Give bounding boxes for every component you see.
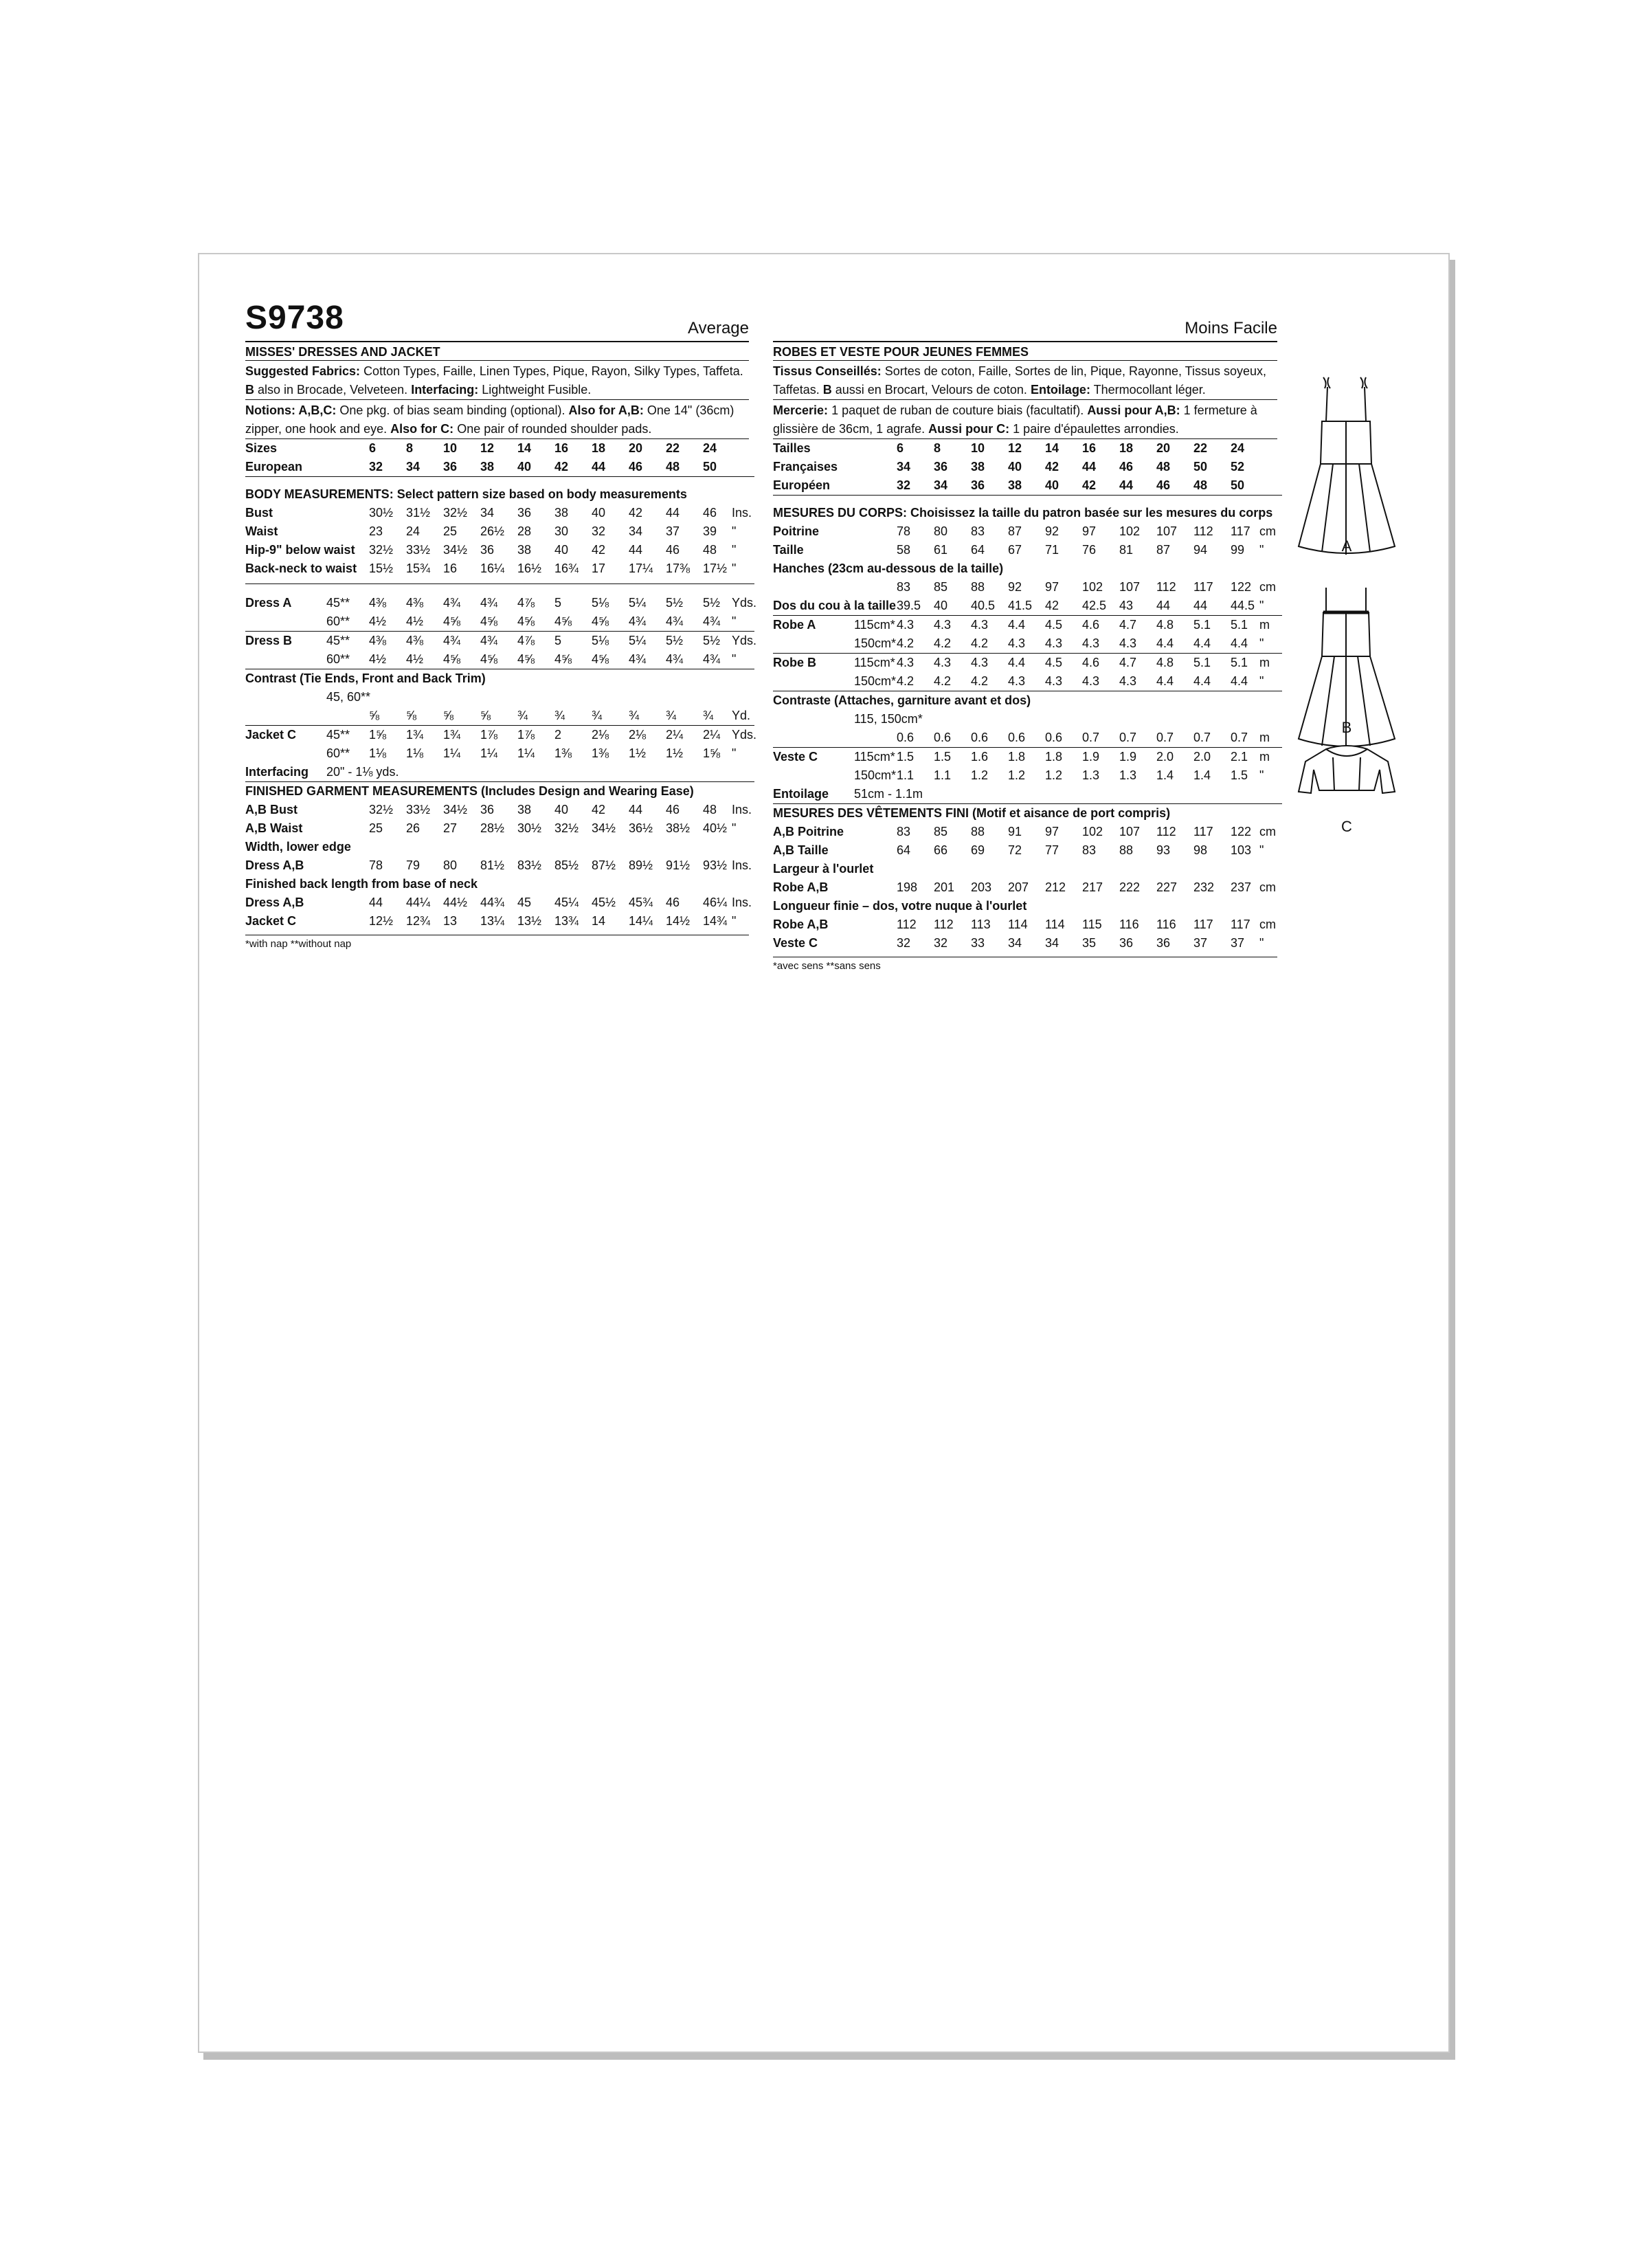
hip-title: Hanches (23cm au-dessous de la taille) xyxy=(773,562,1004,575)
finished-title: MESURES DES VÊTEMENTS FINI (Motif et aisance de port compris) xyxy=(773,806,1171,820)
fr-footnote: *avec sens **sans sens xyxy=(773,960,881,972)
back-neck-row: Dos du cou à la taille 39.5 40 40.5 41.5 42 42.5 43 44 44 44.5 " xyxy=(773,597,1282,616)
difficulty-fr: Moins Facile xyxy=(1185,319,1277,337)
yardage-row: Robe B 115cm* 4.3 4.3 4.3 4.4 4.5 4.6 4.7 4.8 5.1 5.1 m xyxy=(773,656,1270,669)
body-measurement-row: Waist 23 24 25 26½ 28 30 32 34 37 39 " xyxy=(245,524,737,538)
finished-row: A,B Waist 25 26 27 28½ 30½ 32½ 34½ 36½ 38½ 40½ " xyxy=(245,821,737,835)
body-measurement-row: Poitrine 78 80 83 87 92 97 102 107 112 117 cm xyxy=(773,524,1276,538)
interfacing-row: Entoilage 51cm - 1.1m xyxy=(773,785,1282,804)
yardage-row: 150cm* 4.2 4.2 4.2 4.3 4.3 4.3 4.3 4.4 4.4 4.4 " xyxy=(773,672,1282,691)
yardage-row: Dress B 45** 4⅜ 4⅜ 4¾ 4¾ 4⅞ 5 5⅛ 5¼ 5½ 5½ Yds. xyxy=(245,634,757,647)
jacket-yardage-row: 150cm* 1.1 1.1 1.2 1.2 1.2 1.3 1.3 1.4 1.4 1.5 " xyxy=(854,768,1264,782)
body-measurement-row: Back-neck to waist 15½ 15¾ 16 16¼ 16½ 16¾ 17 17¼ 17⅜ 17½ " xyxy=(245,562,737,575)
body-measurements-title: BODY MEASUREMENTS: Select pattern size based on body measurements xyxy=(245,487,687,501)
fr-table xyxy=(773,439,1282,953)
yardage-row: 150cm* 4.2 4.2 4.2 4.3 4.3 4.3 4.3 4.4 4.4 4.4 " xyxy=(773,634,1282,654)
length-row: Dress A,B 44 44¼ 44½ 44¾ 45 45¼ 45½ 45¾ 46 46¼ Ins. xyxy=(245,896,752,909)
contrast-row: 0.6 0.6 0.6 0.6 0.6 0.7 0.7 0.7 0.7 0.7 m xyxy=(773,729,1282,748)
english-body xyxy=(245,341,757,950)
view-label-c: C xyxy=(1341,818,1352,835)
en-table xyxy=(245,439,757,931)
fr-fabrics: Tissus Conseillés: Sortes de coton, Faille, Sortes de lin, Pique, Rayonne, Tissus soyeux, Taffetas. B aussi en Brocart, Velours de coton. Entoilage: Thermocollant léger. xyxy=(773,364,1267,397)
finished-row: A,B Poitrine 83 85 88 91 97 102 107 112 117 122 cm xyxy=(773,825,1276,838)
interfacing-row: Interfacing 20" - 1⅛ yds. xyxy=(245,763,754,782)
en-fabrics: Suggested Fabrics: Cotton Types, Faille, Linen Types, Pique, Rayon, Silky Types, Taffeta. B also in Brocade, Velveteen. Interfacing: Lightweight Fusible. xyxy=(245,364,743,397)
finished-row: A,B Bust 32½ 33½ 34½ 36 38 40 42 44 46 48 Ins. xyxy=(245,803,752,816)
finished-row: A,B Taille 64 66 69 72 77 83 88 93 98 103 " xyxy=(773,843,1264,857)
jacket-yardage-row: Jacket C 45** 1⅝ 1¾ 1¾ 1⅞ 1⅞ 2 2⅛ 2⅛ 2¼ 2¼ Yds. xyxy=(245,728,757,742)
french-header xyxy=(773,302,1277,340)
body-measurements-title: MESURES DU CORPS: Choisissez la taille du patron basée sur les mesures du corps xyxy=(773,506,1273,520)
view-label-b: B xyxy=(1341,719,1352,736)
yardage-row: Robe A 115cm* 4.3 4.3 4.3 4.4 4.5 4.6 4.7 4.8 5.1 5.1 m xyxy=(773,618,1270,632)
body-measurement-row: Taille 58 61 64 67 71 76 81 87 94 99 " xyxy=(773,543,1264,557)
size-row: Sizes 6 8 10 12 14 16 18 20 22 24 xyxy=(245,441,717,455)
finished-title: FINISHED GARMENT MEASUREMENTS (Includes Design and Wearing Ease) xyxy=(245,784,694,798)
fr-notions: Mercerie: 1 paquet de ruban de couture biais (facultatif). Aussi pour A,B: 1 fermeture à glissière de 36cm, 1 agrafe. Aussi pour C: 1 paire d'épaulettes arrondies. xyxy=(773,403,1257,436)
length-title: Longueur finie – dos, votre nuque à l'ourlet xyxy=(773,899,1027,913)
yardage-row: Dress A 45** 4⅜ 4⅜ 4¾ 4¾ 4⅞ 5 5⅛ 5¼ 5½ 5½ Yds. xyxy=(245,596,757,610)
size-row: Tailles 6 8 10 12 14 16 18 20 22 24 xyxy=(773,441,1245,455)
jacket-yardage-row: 60** 1⅛ 1⅛ 1¼ 1¼ 1¼ 1⅜ 1⅜ 1½ 1½ 1⅝ " xyxy=(326,746,737,760)
width-row: Robe A,B 198 201 203 207 212 217 222 227 232 237 cm xyxy=(773,880,1276,894)
contrast-title: Contrast (Tie Ends, Front and Back Trim) xyxy=(245,671,486,685)
en-notions: Notions: A,B,C: One pkg. of bias seam binding (optional). Also for A,B: One 14" (36cm) zipper, one hook and eye. Also for C: One pair of rounded shoulder pads. xyxy=(245,403,734,436)
yardage-row: 60** 4½ 4½ 4⅝ 4⅝ 4⅝ 4⅝ 4⅝ 4¾ 4¾ 4¾ " xyxy=(245,612,754,632)
view-label-a: A xyxy=(1341,537,1352,555)
length-title: Finished back length from base of neck xyxy=(245,877,478,891)
body-measurement-row: Bust 30½ 31½ 32½ 34 36 38 40 42 44 46 Ins. xyxy=(245,506,752,520)
width-row: Dress A,B 78 79 80 81½ 83½ 85½ 87½ 89½ 91½ 93½ Ins. xyxy=(245,858,752,872)
english-header xyxy=(245,302,749,340)
contrast-title: Contraste (Attaches, garniture avant et dos) xyxy=(773,693,1031,707)
jacket-c-illustration xyxy=(1299,746,1395,793)
hip-row: 83 85 88 92 97 102 107 112 117 122 cm xyxy=(897,580,1276,594)
length-row: Veste C 32 32 33 34 34 35 36 36 37 37 " xyxy=(773,936,1264,950)
dress-a-illustration xyxy=(1299,377,1395,555)
contrast-row: ⅝ ⅝ ⅝ ⅝ ¾ ¾ ¾ ¾ ¾ ¾ Yd. xyxy=(245,707,754,726)
french-body xyxy=(773,341,1277,972)
en-footnote: *with nap **without nap xyxy=(245,938,352,950)
width-title: Width, lower edge xyxy=(245,840,351,854)
size-row: Françaises 34 36 38 40 42 44 46 48 50 52 xyxy=(773,460,1245,474)
length-row: Jacket C 12½ 12¾ 13 13¼ 13½ 13¾ 14 14¼ 14½ 14¾ " xyxy=(245,914,737,928)
fr-title: ROBES ET VESTE POUR JEUNES FEMMES xyxy=(773,345,1029,359)
width-title: Largeur à l'ourlet xyxy=(773,862,874,876)
size-row: European 32 34 36 38 40 42 44 46 48 50 xyxy=(245,458,754,477)
pattern-number: S9738 xyxy=(245,300,344,336)
en-title: MISSES' DRESSES AND JACKET xyxy=(245,345,440,359)
yardage-row: 60** 4½ 4½ 4⅝ 4⅝ 4⅝ 4⅝ 4⅝ 4¾ 4¾ 4¾ " xyxy=(245,650,754,669)
difficulty-en: Average xyxy=(688,319,749,337)
body-measurement-row: Hip-9" below waist 32½ 33½ 34½ 36 38 40 42 44 46 48 " xyxy=(245,543,737,557)
jacket-yardage-row: Veste C 115cm* 1.5 1.5 1.6 1.8 1.8 1.9 1.9 2.0 2.0 2.1 m xyxy=(773,750,1270,764)
contrast-width-row: 115, 150cm* xyxy=(854,712,923,726)
length-row: Robe A,B 112 112 113 114 114 115 116 116 117 117 cm xyxy=(773,918,1276,931)
size-row: Européen 32 34 36 38 40 42 44 46 48 50 xyxy=(773,476,1282,496)
contrast-width-row: 45, 60** xyxy=(326,690,371,704)
